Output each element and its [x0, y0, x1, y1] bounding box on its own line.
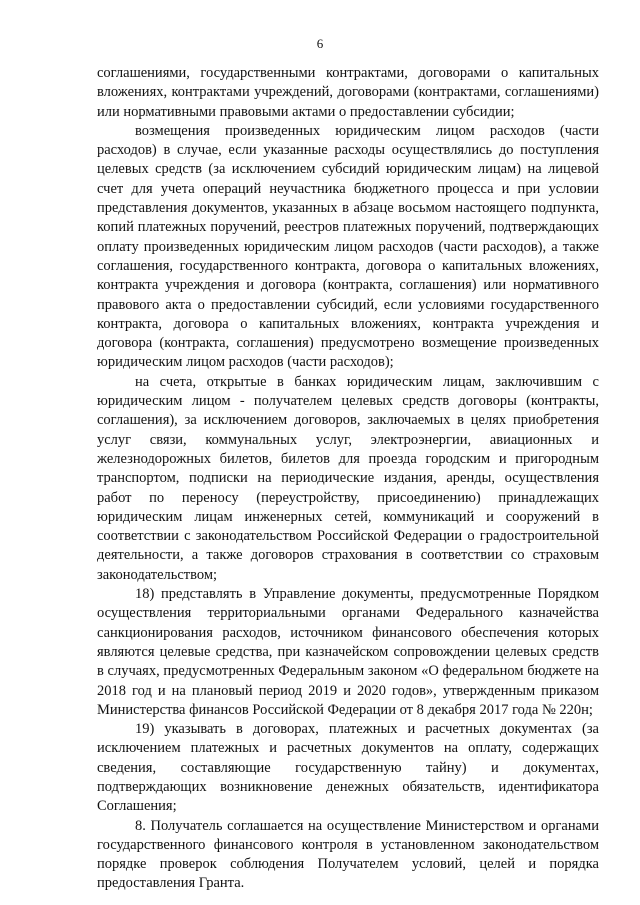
document-body: [97, 64, 599, 894]
paragraph-item-18: 18) представлять в Управление документы, предусмотренные Порядком осуществления территориальными органами Федерального казначейства санкционирования расходов, источником финансового обеспечения которых являются целевые средства, при казначейском сопровождении целевых средств в случаях, предусмотренных Федеральным законом «О федеральном бюджете на 2018 год и на плановый период 2019 и 2020 годов», утвержденным приказом Министерства финансов Российской Федерации от 8 декабря 2017 года № 220н;: [97, 586, 599, 718]
paragraph-clause-8: 8. Получатель соглашается на осуществление Министерством и органами государственного финансового контроля в установленном законодательством порядке проверок соблюдения Получателем условий, целей и порядка предоставления Гранта.: [97, 817, 599, 892]
paragraph-item-19: 19) указывать в договорах, платежных и расчетных документах (за исключением платежных и расчетных документов на оплату, содержащих сведения, составляющие государственную тайну) и документах, подтверждающих возникновение денежных обязательств, идентификатора Соглашения;: [97, 721, 599, 815]
paragraph-reimbursement: возмещения произведенных юридическим лицом расходов (части расходов) в случае, если указанные расходы осуществлялись до поступления целевых средств (за исключением субсидий юридическим лицам) на лицевой счет для учета операций неучастника бюджетного процесса и при условии представления документов, указанных в абзаце восьмом настоящего подпункта, копий платежных поручений, реестров платежных поручений, подтверждающих оплату произведенных юридическим лицом расходов (части расходов), а также соглашения, государственного контракта, договора о капитальных вложениях, контракта учреждения и договора (контракта, соглашения) или нормативного правового акта о предоставлении субсидий, если условиями государственного контракта, договора о капитальных вложениях, контракта учреждения и договора (контракта, соглашения) предусмотрено возмещение произведенных юридическим лицом расходов (части расходов);: [97, 122, 599, 371]
page-number: 6: [316, 36, 324, 51]
paragraph-continuation: соглашениями, государственными контрактами, договорами о капитальных вложениях, контрактами учреждений, договорами (контрактами, соглашениями) или нормативными правовыми актами о предоставлении субсидии;: [97, 65, 599, 120]
paragraph-bank-accounts: на счета, открытые в банках юридическим лицам, заключившим с юридическим лицом - получателем целевых средств договоры (контракты, соглашения), за исключением договоров, заключаемых в целях приобретения услуг связи, коммунальных услуг, электроэнергии, авиационных и железнодорожных билетов, билетов для проезда городским и пригородным транспортом, подписки на периодические издания, аренды, осуществления работ по переносу (переустройству, присоединению) принадлежащих юридическим лицам инженерных сетей, коммуникаций и сооружений в соответствии с законодательством Российской Федерации о градостроительной деятельности, а также договоров страхования в соответствии со страховым законодательством;: [97, 373, 599, 583]
